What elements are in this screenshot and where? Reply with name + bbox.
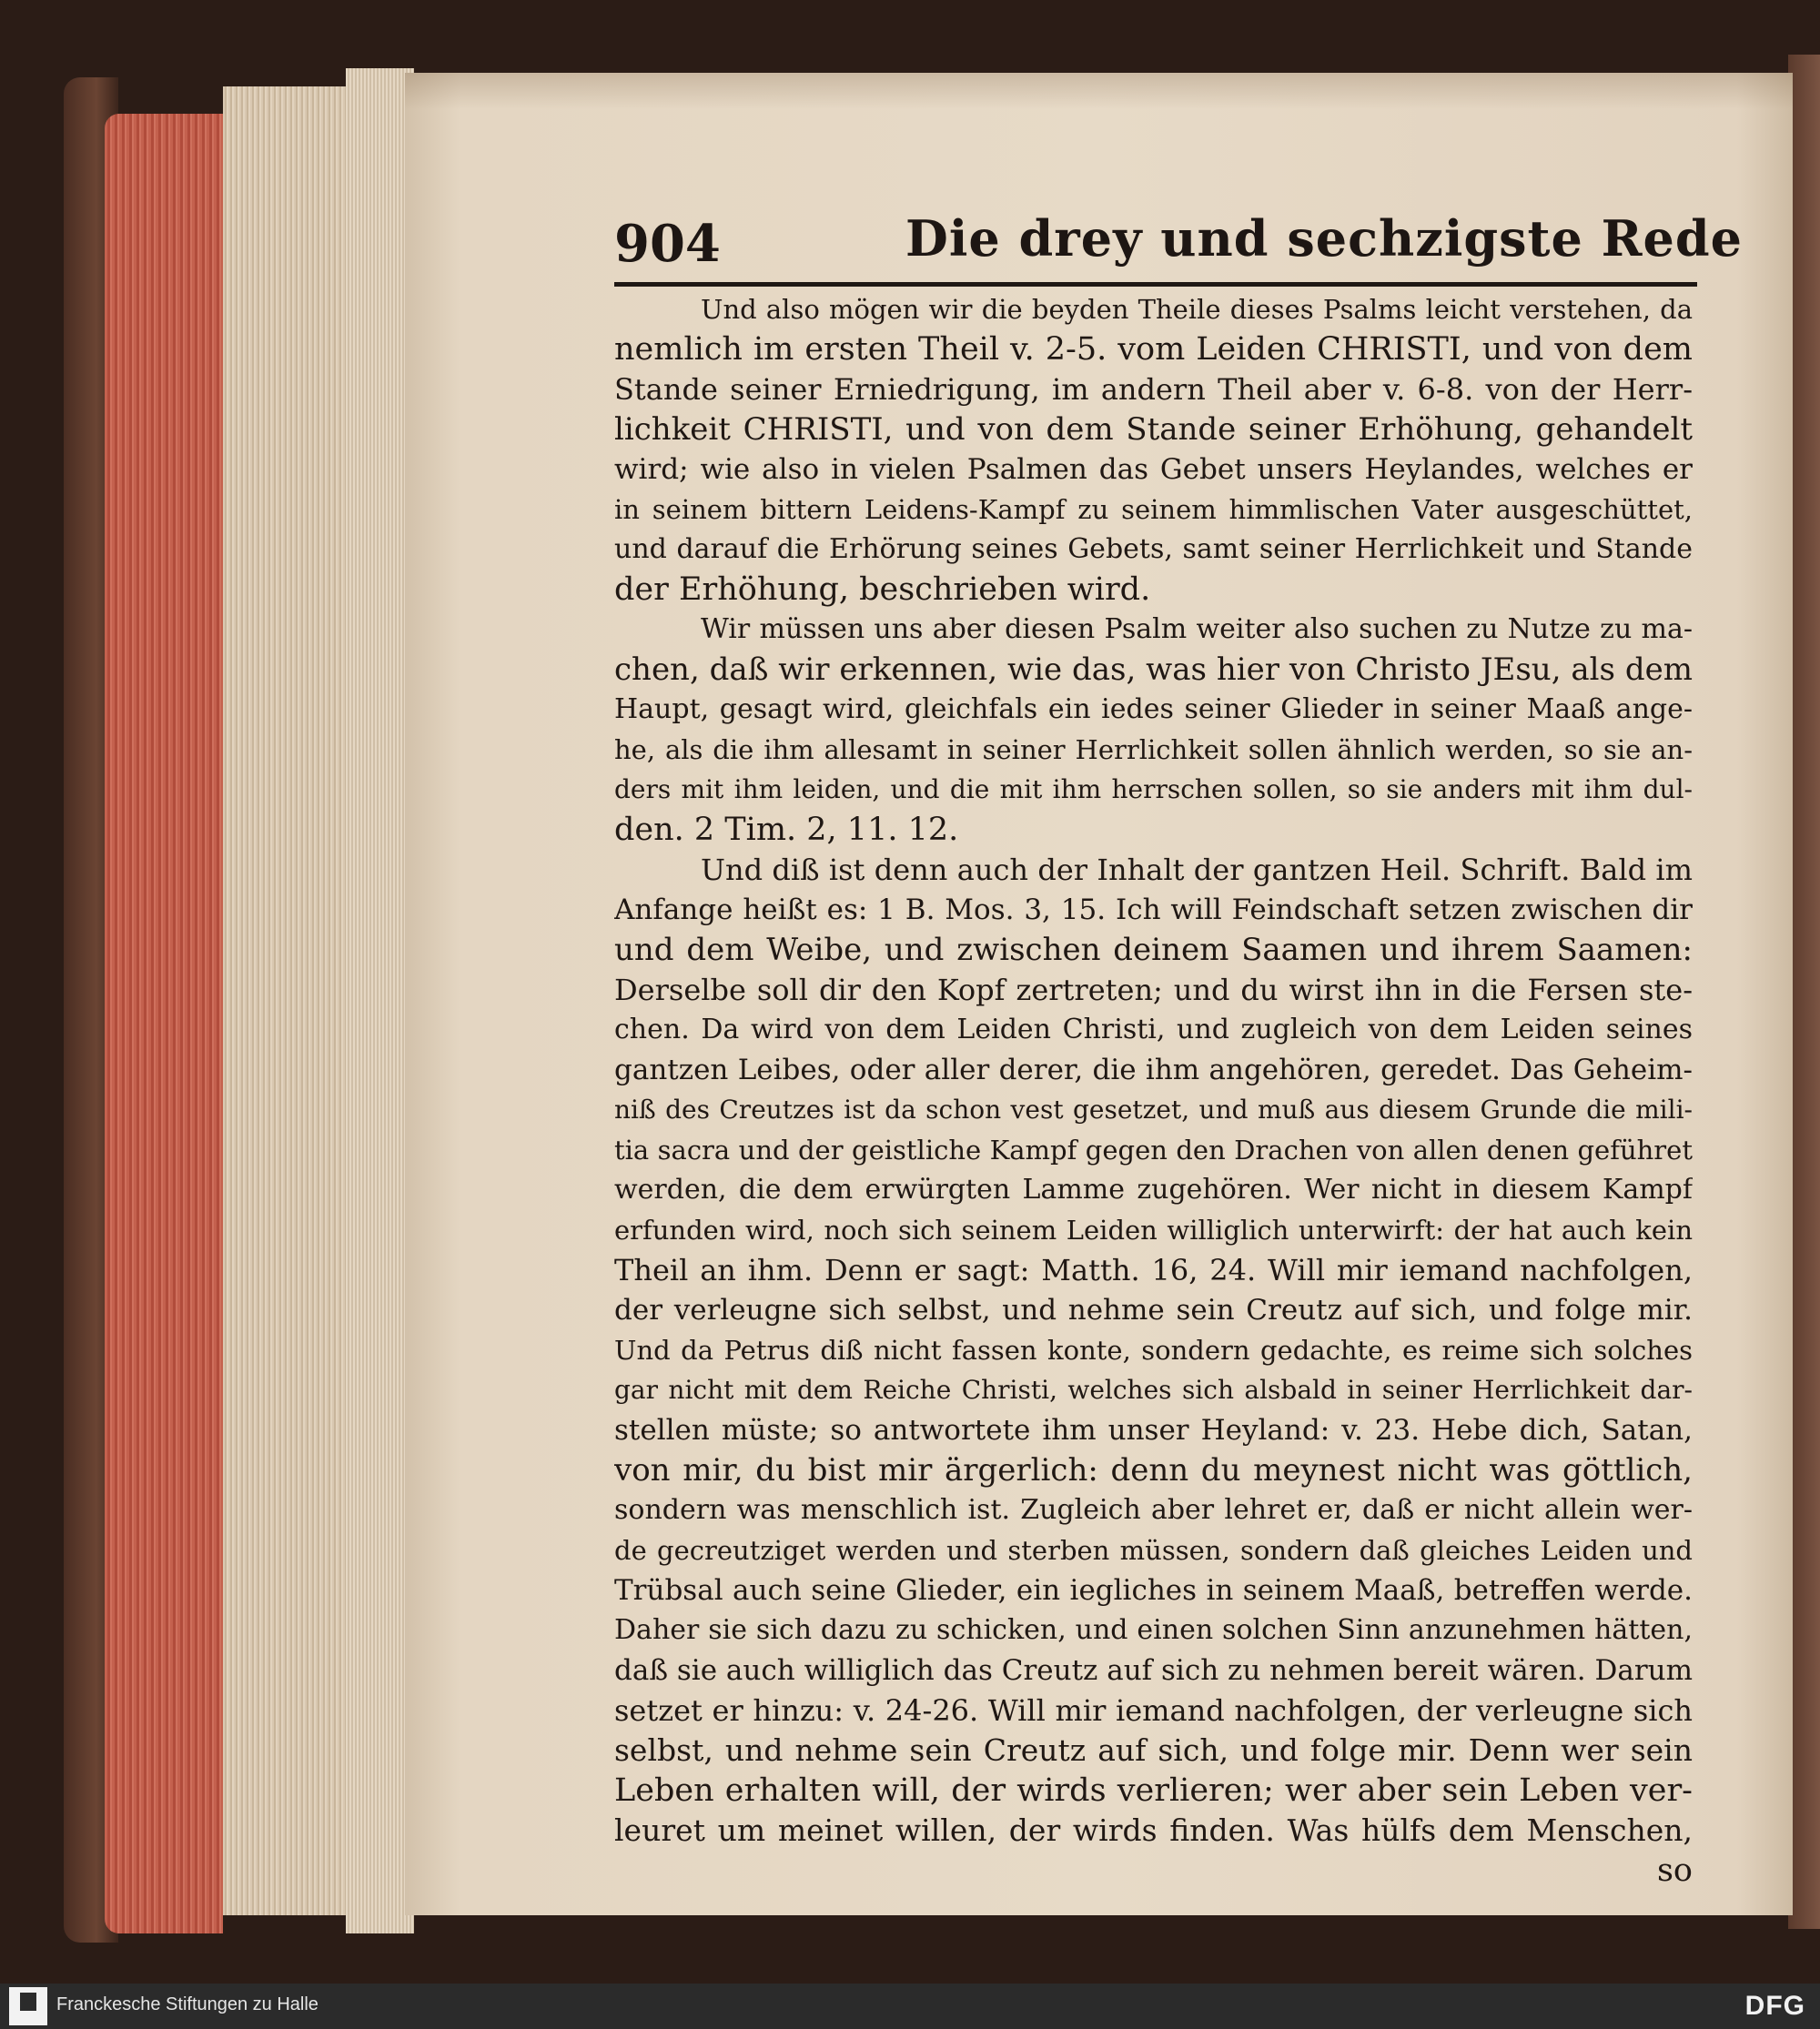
text-line: gantzen Leibes, oder aller derer, die ihm angehören, geredet. Das Geheim- <box>614 1054 1693 1086</box>
text-line: chen, daß wir erkennen, wie das, was hier von Christo JEsu, als dem <box>614 651 1693 688</box>
text-line: Daher sie sich dazu zu schicken, und einen solchen Sinn anzunehmen hätten, <box>614 1614 1693 1646</box>
institution-logo-icon <box>9 1987 47 2025</box>
text-line: ders mit ihm leiden, und die mit ihm herrschen sollen, so sie anders mit ihm dul- <box>614 774 1693 804</box>
text-line: und darauf die Erhörung seines Gebets, samt seiner Herrlichkeit und Stande <box>614 533 1693 565</box>
text-line: Und also mögen wir die beyden Theile dieses Psalms leicht verstehen, da <box>701 294 1693 325</box>
text-line: Derselbe soll dir den Kopf zertreten; und du wirst ihn in die Fersen ste- <box>614 973 1693 1007</box>
page-number: 904 <box>614 214 721 274</box>
text-line: wird; wie also in vielen Psalmen das Gebet unsers Heylandes, welches er <box>614 453 1693 486</box>
text-line: erfunden wird, noch sich seinem Leiden williglich unterwirft: der hat auch kein <box>614 1215 1693 1246</box>
text-line: der verleugne sich selbst, und nehme sein Creutz auf sich, und folge mir. <box>614 1294 1693 1327</box>
text-line: selbst, und nehme sein Creutz auf sich, und folge mir. Denn wer sein <box>614 1732 1693 1768</box>
text-line: den. 2 Tim. 2, 11. 12. <box>614 812 959 848</box>
text-line: nemlich im ersten Theil v. 2-5. vom Leiden CHRISTI, und von dem <box>614 331 1693 368</box>
page-shadow <box>405 73 1793 109</box>
text-line: der Erhöhung, beschrieben wird. <box>614 571 1151 608</box>
text-line: Leben erhalten will, der wirds verlieren; wer aber sein Leben ver- <box>614 1772 1693 1809</box>
text-line: daß sie auch williglich das Creutz auf sich zu nehmen bereit wären. Darum <box>614 1654 1693 1687</box>
text-line: Und diß ist denn auch der Inhalt der gantzen Heil. Schrift. Bald im <box>701 853 1693 887</box>
text-line: lichkeit CHRISTI, und von dem Stande seiner Erhöhung, gehandelt <box>614 411 1693 448</box>
text-line: he, als die ihm allesamt in seiner Herrlichkeit sollen ähnlich werden, so sie an- <box>614 734 1693 765</box>
text-line: chen. Da wird von dem Leiden Christi, und zugleich von dem Leiden seines <box>614 1014 1693 1045</box>
running-title: Die drey und sechzigste Rede <box>905 209 1744 268</box>
institution-name: Franckesche Stiftungen zu Halle <box>56 1994 318 2014</box>
text-line: Und da Petrus diß nicht fassen konte, sondern gedachte, es reime sich solches <box>614 1335 1693 1366</box>
viewer-footer <box>0 1984 1820 2029</box>
text-line: de gecreutziget werden und sterben müssen, sondern daß gleiches Leiden und <box>614 1535 1693 1566</box>
text-line: Haupt, gesagt wird, gleichfals ein iedes seiner Glieder in seiner Maaß ange- <box>614 693 1693 725</box>
header-rule <box>614 282 1697 287</box>
text-line: Wir müssen uns aber diesen Psalm weiter also suchen zu Nutze zu ma- <box>701 613 1693 645</box>
text-line: sondern was menschlich ist. Zugleich aber lehret er, daß er nicht allein wer- <box>614 1494 1693 1526</box>
text-line: tia sacra und der geistliche Kampf gegen den Drachen von allen denen geführet <box>614 1135 1693 1166</box>
text-line: in seinem bittern Leidens-Kampf zu seinem himmlischen Vater ausgeschüttet, <box>614 494 1693 525</box>
text-line: leuret um meinet willen, der wirds finden. Was hülfs dem Menschen, <box>614 1812 1693 1848</box>
text-line: Anfange heißt es: 1 B. Mos. 3, 15. Ich will Feindschaft setzen zwischen dir <box>614 893 1693 926</box>
catchword: so <box>1656 1852 1693 1889</box>
text-line: Theil an ihm. Denn er sagt: Matth. 16, 24. Will mir iemand nachfolgen, <box>614 1253 1693 1287</box>
text-line: niß des Creutzes ist da schon vest gesetzet, und muß aus diesem Grunde die mili- <box>614 1095 1693 1125</box>
text-line: stellen müste; so antwortete ihm unser Heyland: v. 23. Hebe dich, Satan, <box>614 1414 1693 1447</box>
text-line: Trübsal auch seine Glieder, ein iegliches in seinem Maaß, betreffen werde. <box>614 1574 1693 1607</box>
red-page-edge <box>105 114 223 1933</box>
text-line: werden, die dem erwürgten Lamme zugehören. Wer nicht in diesem Kampf <box>614 1174 1693 1206</box>
text-line: und dem Weibe, und zwischen deinem Saamen und ihrem Saamen: <box>614 932 1693 968</box>
logo-mark <box>20 1993 36 2011</box>
text-line: von mir, du bist mir ärgerlich: denn du meynest nicht was göttlich, <box>614 1452 1693 1489</box>
page-stack-inner <box>346 68 414 1933</box>
text-line: gar nicht mit dem Reiche Christi, welches sich alsbald in seiner Herrlichkeit dar- <box>614 1375 1693 1405</box>
book-page <box>405 73 1793 1915</box>
body-text <box>614 289 1693 1891</box>
text-line: setzet er hinzu: v. 24-26. Will mir iemand nachfolgen, der verleugne sich <box>614 1693 1693 1728</box>
text-line: Stande seiner Erniedrigung, im andern Theil aber v. 6-8. von der Herr- <box>614 372 1693 407</box>
book-cover-right <box>1788 55 1820 1929</box>
dfg-logo: DFG <box>1744 1991 1805 2021</box>
